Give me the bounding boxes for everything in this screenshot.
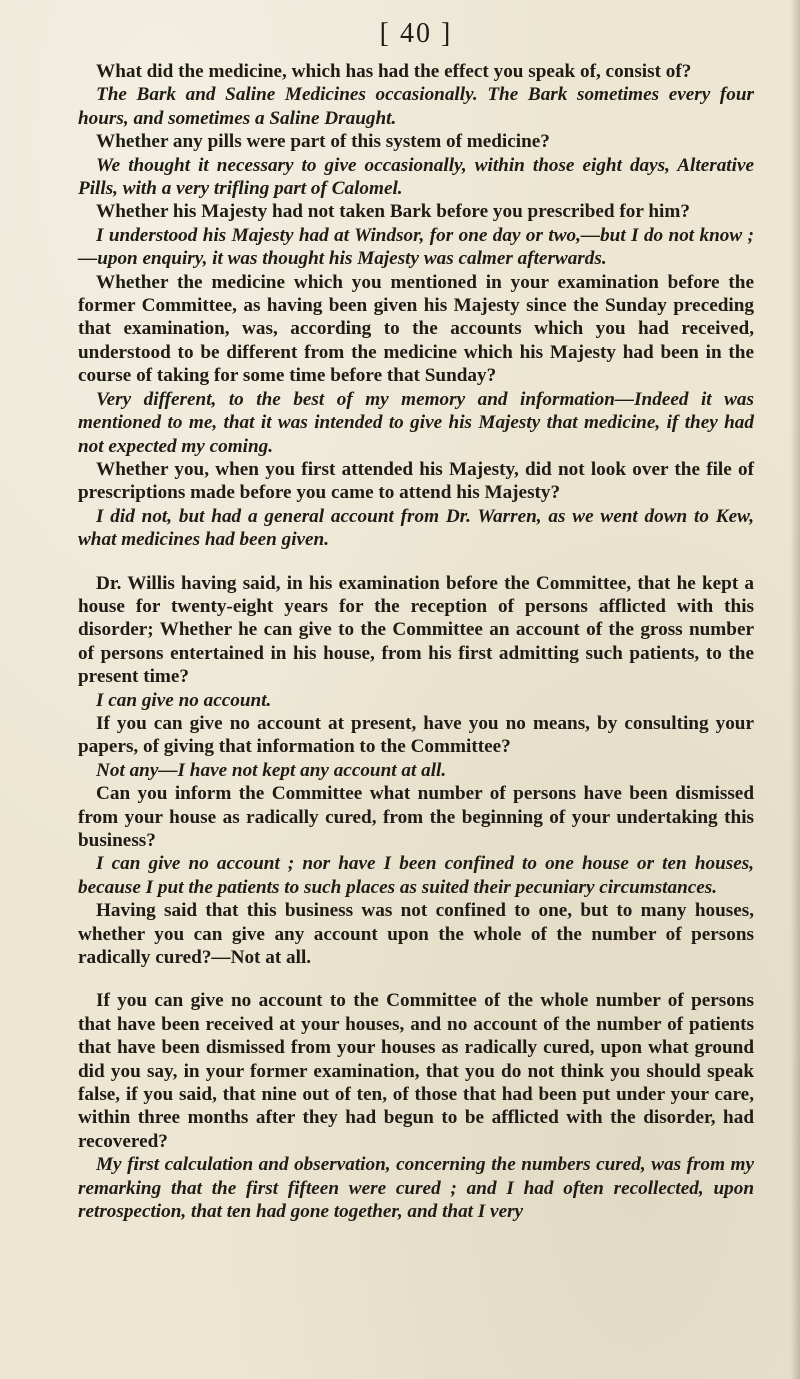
question-paragraph: Whether his Majesty had not taken Bark before you prescribed for him?: [96, 201, 690, 223]
answer-paragraph: I did not, but had a general account from Dr. Warren, as we went down to Kew, what medicines had been given.: [78, 505, 754, 551]
question-paragraph: What did the medicine, which has had the effect you speak of, consist of?: [96, 61, 692, 82]
answer-paragraph: We thought it necessary to give occasionally, within those eight days, Alterative Pills, with a very trifling part of Calomel.: [78, 154, 754, 200]
answer-paragraph: I can give no account.: [96, 689, 272, 711]
question-paragraph: Dr. Willis having said, in his examination before the Committee, that he kept a house for twenty-eight years for the reception of persons afflicted with this disorder; Whether he can give to the Committee an account of the gross number of persons entertained in his house, from his first admitting such patients, to the present time?: [78, 572, 754, 688]
answer-paragraph: The Bark and Saline Medicines occasionally. The Bark sometimes every four hours, and sometimes a Saline Draught.: [78, 84, 754, 129]
answer-paragraph: My first calculation and observation, concerning the numbers cured, was from my remarking that the first fifteen were cured ; and I had often recollected, upon retrospection, that ten had gone together, and that I very: [78, 1154, 754, 1223]
question-paragraph: Whether the medicine which you mentioned in your examination before the former Committee, as having been given his Majesty since the Sunday preceding that examination, was, according to the accounts which you had received, understood to be different from the medicine which his Majesty had been in the course of taking for some time before that Sunday?: [78, 271, 754, 387]
section-gap: [78, 969, 754, 989]
question-paragraph: Can you inform the Committee what number of persons have been dismissed from your house as radically cured, from the beginning of your undertaking this business?: [78, 783, 754, 851]
answer-paragraph: I understood his Majesty had at Windsor, for one day or two,—but I do not know ;—upon enquiry, it was thought his Majesty was calmer afterwards.: [78, 224, 754, 270]
question-paragraph: If you can give no account at present, have you no means, by consulting your papers, of giving that information to the Committee?: [78, 712, 754, 758]
answer-paragraph: Not any—I have not kept any account at all.: [96, 759, 447, 781]
question-paragraph: Having said that this business was not confined to one, but to many houses, whether you can give any account upon the whole of the number of persons radically cured?—Not at all.: [78, 900, 754, 969]
page-edge-shadow: [790, 0, 800, 1379]
answer-paragraph: I can give no account ; nor have I been confined to one house or ten houses, because I put the patients to such places as suited their pecuniary circumstances.: [78, 853, 754, 898]
page-number: [ 40 ]: [379, 18, 453, 49]
section-gap: [78, 552, 754, 572]
answer-paragraph: Very different, to the best of my memory and information—Indeed it was mentioned to me, that it was intended to give his Majesty that medicine, if they had not expected my coming.: [78, 388, 754, 457]
document-body: [78, 60, 754, 1224]
question-paragraph: If you can give no account to the Committee of the whole number of persons that have been received at your houses, and no account of the number of patients that have been dismissed from your houses as radically cured, upon what ground did you say, in your former examination, that you do not think you should speak false, if you said, that nine out of ten, of those that had been put under your care, within three months after they had begun to be afflicted with the disorder, had recovered?: [78, 990, 754, 1152]
question-paragraph: Whether any pills were part of this system of medicine?: [96, 131, 550, 153]
question-paragraph: Whether you, when you first attended his Majesty, did not look over the file of prescriptions made before you came to attend his Majesty?: [78, 458, 754, 504]
